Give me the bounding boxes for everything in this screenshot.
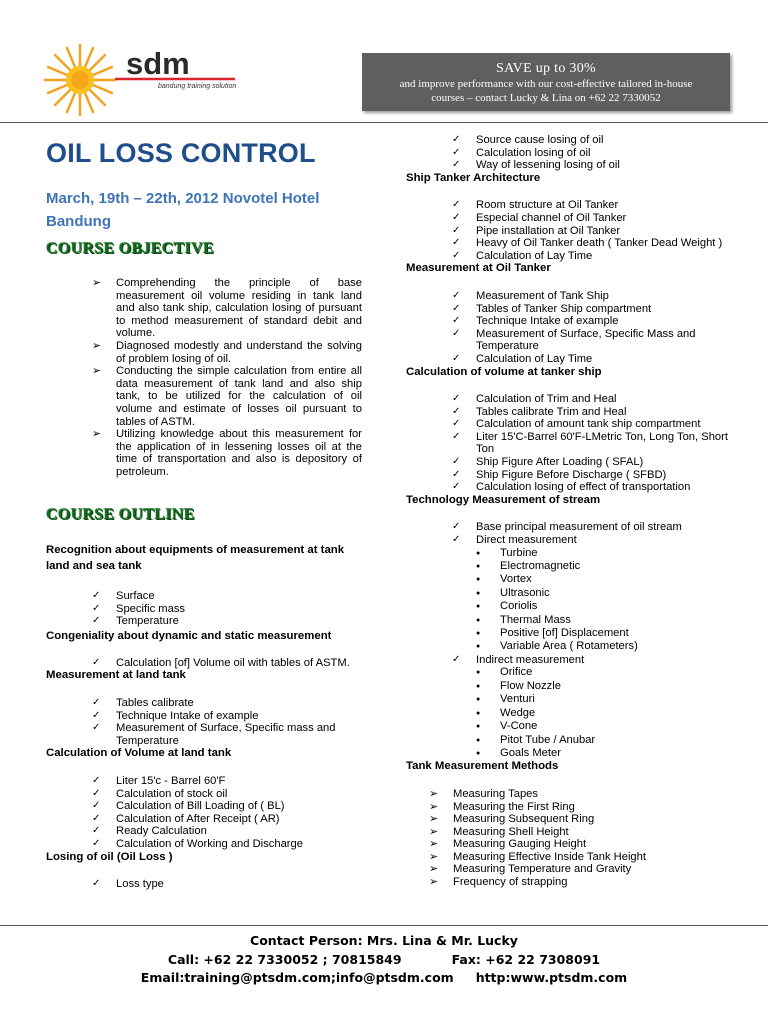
list-item: ● Pitot Tube / Anubar (500, 734, 746, 747)
svg-text:sdm: sdm (126, 46, 190, 81)
list-item: ✓ Loss type (116, 878, 366, 891)
list-item: ✓ Pipe installation at Oil Tanker (476, 225, 746, 238)
website-link[interactable]: http:www.ptsdm.com (475, 970, 628, 985)
list-item: ✓ Ready Calculation (116, 825, 366, 838)
outline-list (116, 775, 366, 851)
list-item: ● Wedge (500, 707, 746, 720)
list-item: ✓ Base principal measurement of oil stream (476, 521, 746, 534)
list-item: ✓ Technique Intake of example (476, 315, 746, 328)
outline-section-title: Congeniality about dynamic and static measurement (46, 629, 332, 642)
list-item: ✓ Liter 15'c - Barrel 60'F (116, 775, 366, 788)
outline-list (476, 521, 746, 546)
outline-left-column (46, 542, 366, 891)
outline-section-title: Ship Tanker Architecture (406, 171, 541, 184)
objective-list (92, 277, 362, 479)
list-item: ➢ Measuring Temperature and Gravity (453, 863, 746, 876)
list-item: ➢ Frequency of strapping (453, 876, 746, 889)
list-item: ✓ Indirect measurement (476, 654, 746, 667)
list-item: ✓ Measurement of Surface, Specific mass and Temperature (116, 722, 366, 747)
list-item: ✓ Heavy of Oil Tanker death ( Tanker Dead Weight ) (476, 237, 746, 250)
list-item: ● Coriolis (500, 600, 746, 613)
list-item: ● Vortex (500, 573, 746, 586)
banner-headline: SAVE up to 30% (495, 61, 596, 76)
list-item: ➢ Measuring Effective Inside Tank Height (453, 851, 746, 864)
outline-list (116, 697, 366, 747)
list-item: ● Flow Nozzle (500, 680, 746, 693)
call-number: Call: +62 22 7330052 ; 70815849 (167, 951, 402, 967)
tank-methods-list (453, 788, 746, 889)
list-item: ● Goals Meter (500, 747, 746, 760)
svg-text:bandung training solution: bandung training solution (158, 83, 237, 90)
objective-item: ➢ Conducting the simple calculation from entire all data measurement of tank land and also ship tank, to be utilized for the calculation of oil volume and estimate of losses oil pursuant to tables of ASTM. (92, 365, 362, 428)
footer-divider (0, 925, 768, 926)
outline-list (476, 393, 746, 494)
outline-section-title: Calculation of Volume at land tank (46, 747, 232, 760)
list-item: ✓ Liter 15'C-Barrel 60'F-LMetric Ton, Long Ton, Short Ton (476, 431, 746, 456)
outline-section-title: Recognition about equipments of measurement at tank land and sea tank (46, 544, 345, 572)
list-item: ● V-Cone (500, 720, 746, 733)
list-item: ● Turbine (500, 547, 746, 560)
email-link[interactable]: Email:training@ptsdm.com;info@ptsdm.com (140, 970, 454, 985)
outline-section-title: Measurement at land tank (46, 669, 186, 682)
list-item: ✓ Calculation of Working and Discharge (116, 838, 366, 851)
list-item: ✓ Calculation of Lay Time (476, 250, 746, 263)
banner-line-3: courses – contact Lucky & Lina on +62 22 7330052 (431, 92, 661, 104)
list-item: ✓ Ship Figure After Loading ( SFAL) (476, 456, 746, 469)
email-line (0, 969, 768, 988)
list-item: ➢ Measuring Subsequent Ring (453, 813, 746, 826)
list-item: ✓ Calculation of Bill Loading of ( BL) (116, 800, 366, 813)
outline-section-title: Tank Measurement Methods (406, 760, 559, 773)
list-item: ● Venturi (500, 693, 746, 706)
indirect-measurement-list (500, 666, 746, 760)
list-item: ✓ Calculation of After Receipt ( AR) (116, 813, 366, 826)
list-item: ✓ Calculation losing of oil (476, 147, 746, 160)
list-item: ✓ Direct measurement (476, 534, 746, 547)
outline-section-title: Calculation of volume at tanker ship (406, 365, 602, 378)
direct-measurement-list (500, 547, 746, 654)
outline-list (116, 590, 366, 628)
outline-list (476, 134, 746, 172)
list-item: ➢ Measuring Gauging Height (453, 838, 746, 851)
objective-item: ➢ Utilizing knowledge about this measurement for the application of in lessening losses oil at the time of transportation and also is depository of petroleum. (92, 428, 362, 478)
outline-section-title: Technology Measurement of stream (406, 493, 601, 506)
promo-banner (362, 53, 730, 111)
outline-list (116, 657, 366, 670)
list-item: ✓ Calculation of Lay Time (476, 353, 746, 366)
list-item: ✓ Calculation of Trim and Heal (476, 393, 746, 406)
contact-person: Contact Person: Mrs. Lina & Mr. Lucky (250, 933, 518, 948)
list-item: ✓ Calculation of amount tank ship compartment (476, 418, 746, 431)
outline-list (476, 290, 746, 366)
list-item: ✓ Room structure at Oil Tanker (476, 199, 746, 212)
outline-list (116, 878, 366, 891)
banner-line-2: and improve performance with our cost-effective tailored in-house (399, 78, 693, 90)
list-item: ● Electromagnetic (500, 560, 746, 573)
outline-right-column (406, 134, 746, 889)
list-item: ● Positive [of] Displacement (500, 627, 746, 640)
list-item: ✓ Specific mass (116, 603, 366, 616)
list-item: ➢ Measuring Shell Height (453, 826, 746, 839)
event-date-location: March, 19th – 22th, 2012 Novotel Hotel Bandung (46, 190, 320, 230)
header-divider (0, 122, 768, 123)
phone-line (0, 951, 768, 970)
sdm-logo (40, 40, 240, 120)
list-item: ● Thermal Mass (500, 614, 746, 627)
objective-item: ➢ Comprehending the principle of base measurement oil volume residing in tank land and also tank ship, calculation losing of pursuant to method measurement of standard debit and volume. (92, 277, 362, 340)
list-item: ✓ Technique Intake of example (116, 710, 366, 723)
list-item: ➢ Measuring Tapes (453, 788, 746, 801)
list-item: ● Variable Area ( Rotameters) (500, 640, 746, 653)
outline-list (476, 199, 746, 262)
list-item: ✓ Source cause losing of oil (476, 134, 746, 147)
list-item: ➢ Measuring the First Ring (453, 801, 746, 814)
outline-list (476, 654, 746, 667)
fax-number: Fax: +62 22 7308091 (451, 951, 601, 967)
course-outline-heading: COURSE OUTLINE (46, 506, 195, 523)
list-item: ● Orifice (500, 666, 746, 679)
page-title: OIL LOSS CONTROL (46, 138, 316, 168)
list-item: ✓ Surface (116, 590, 366, 603)
list-item: ✓ Tables calibrate (116, 697, 366, 710)
list-item: ✓ Calculation [of] Volume oil with tables of ASTM. (116, 657, 366, 670)
list-item: ✓ Especial channel of Oil Tanker (476, 212, 746, 225)
list-item: ✓ Ship Figure Before Discharge ( SFBD) (476, 469, 746, 482)
list-item: ✓ Measurement of Tank Ship (476, 290, 746, 303)
list-item: ✓ Tables calibrate Trim and Heal (476, 406, 746, 419)
sun-icon (40, 40, 240, 120)
list-item: ✓ Calculation losing of effect of transportation (476, 481, 746, 494)
outline-section-title: Measurement at Oil Tanker (406, 262, 551, 275)
list-item: ✓ Tables of Tanker Ship compartment (476, 303, 746, 316)
outline-section-title: Losing of oil (Oil Loss ) (46, 850, 173, 863)
contact-footer (0, 932, 768, 988)
list-item: ✓ Temperature (116, 615, 366, 628)
list-item: ✓ Measurement of Surface, Specific Mass and Temperature (476, 328, 746, 353)
list-item: ✓ Calculation of stock oil (116, 788, 366, 801)
list-item: ● Ultrasonic (500, 587, 746, 600)
list-item: ✓ Way of lessening losing of oil (476, 159, 746, 172)
course-objective-heading: COURSE OBJECTIVE (46, 240, 214, 257)
objective-item: ➢ Diagnosed modestly and understand the solving of problem losing of oil. (92, 340, 362, 365)
